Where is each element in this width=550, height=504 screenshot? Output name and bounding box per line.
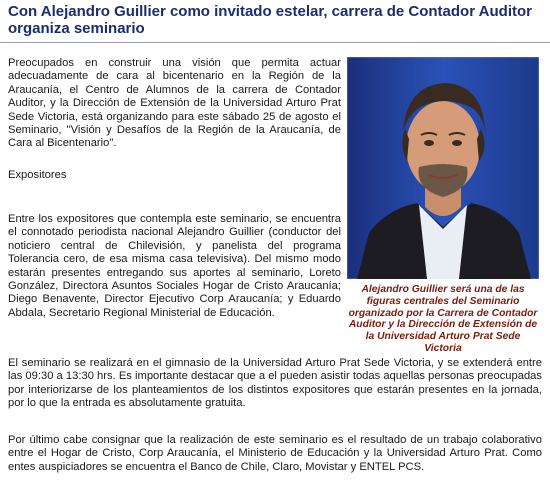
article-paragraph-speakers: Entre los expositores que contempla este seminario, se encuentra el connotado periodista nacional Alejandro Guillier (conductor del noticiero central de Chilevisión, y panelista del programa Tolerancia cero, de esa misma casa televisiva). Del mismo modo estarán presentes entregando sus aportes al seminario, Loreto González, Directora Asuntos Sociales Hogar de Cristo Araucanía; Diego Benavente, Director Ejecutivo Corp Araucanía; y Eduardo Abdala, Secretario Regional Ministerial de Educación.: [8, 213, 341, 319]
section-heading-expositores: Expositores: [8, 169, 67, 181]
article-paragraph-intro: Preocupados en construir una visión que permita actuar adecuadamente de cara al bicentenario en la Región de la Araucanía, el Centro de Alumnos de la carrera de Contador Auditor, y la Dirección de Extensión de la Universidad Arturo Prat Sede Victoria, está organizando para este sábado 25 de agosto el Seminario, "Visión y Desafíos de la Región de la Araucanía, de Cara al Bicentenario".: [8, 57, 341, 150]
portrait-illustration: [347, 57, 539, 279]
photo-caption: Alejandro Guillier será una de las figuras centrales del Seminario organizado por la Carrera de Contador Auditor y la Dirección de Extensión de la Universidad Arturo Prat Sede Victoria: [348, 284, 538, 354]
article-paragraph-sponsors: Por último cabe consignar que la realización de este seminario es el resultado de un trabajo colaborativo entre el Hogar de Cristo, Corp Araucanía, el Ministerio de Educación y la Universidad Arturo Prat. Como entes auspiciadores se encuentra el Banco de Chile, Claro, Movistar y ENTEL PCS.: [8, 434, 542, 473]
article-paragraph-venue: El seminario se realizará en el gimnasio de la Universidad Arturo Prat Sede Victoria, y se extenderá entre las 09:30 a 13:30 hrs. Es importante destacar que a el pueden asistir todas aquellas personas preocupadas por interiorizarse de los planteamientos de los distintos expositores que estarán presentes en la jornada, por lo que la entrada es absolutamente gratuita.: [8, 357, 542, 410]
headline-divider: [0, 42, 550, 43]
speaker-photo: [347, 57, 539, 279]
article-headline: Con Alejandro Guillier como invitado estelar, carrera de Contador Auditor organiza seminario: [8, 3, 532, 37]
